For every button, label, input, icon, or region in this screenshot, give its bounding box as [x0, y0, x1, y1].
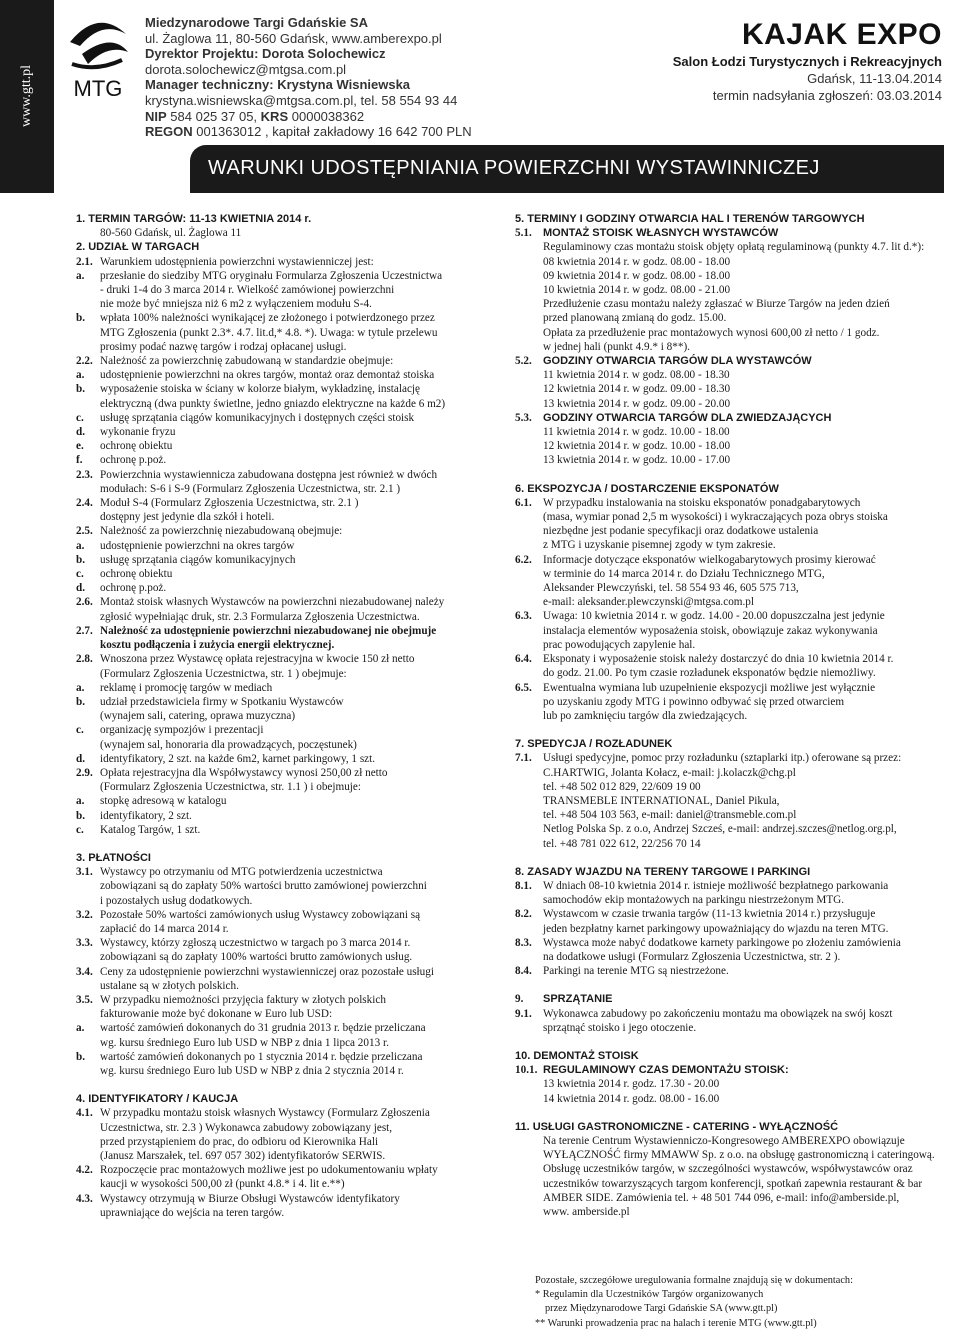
numbered-item [515, 992, 947, 1006]
item-number: 6.1. [515, 496, 532, 509]
item-number: 6.5. [515, 681, 532, 694]
section-heading: 7. SPEDYCJA / ROZŁADUNEK [515, 738, 673, 751]
item-text: Rozpoczęcie prac montażowych możliwe jest po udokumentowaniu wpłaty [100, 1164, 438, 1177]
section-heading: 8. ZASADY WJAZDU NA TERENY TARGOWE I PARKINGI [515, 865, 811, 878]
paragraph-line: (masa, wymiar ponad 2,5 m wysokości) i wykraczających poza obrys stoiska [543, 511, 888, 524]
paragraph-line: (wynajem sal, honoraria dla prowadzących, poczęstunek) [100, 738, 357, 751]
item-number: 2.6. [76, 596, 93, 609]
numbered-item [76, 255, 506, 269]
item-text: Wystawcy otrzymują w Biurze Obsługi Wystawców identyfikatory [100, 1192, 400, 1205]
paragraph-line: 80-560 Gdańsk, ul. Żaglowa 11 [100, 227, 242, 240]
item-number: d. [76, 426, 86, 439]
spacer [76, 1078, 506, 1092]
item-number: 4.2. [76, 1164, 93, 1177]
item-text: Informacje dotyczące eksponatów wielkogabarytowych prosimy kierować [543, 553, 876, 566]
item-text: Eksponaty i wyposażenie stoisk należy dostarczyć do dnia 10 kwietnia 2014 r. [543, 653, 894, 666]
expo-subtitle: Salon Łodzi Turystycznych i Rekreacyjnych [672, 54, 942, 69]
item-text: ochronę p.poż. [100, 582, 167, 595]
numbered-item [76, 965, 506, 979]
paragraph-line: tel. +48 504 103 563, e-mail: daniel@transmeble.com.pl [543, 809, 797, 822]
paragraph-line: (Formularz Zgłoszenia Uczestnictwa, str. 1 ) obejmuje: [100, 667, 347, 680]
item-number: a. [76, 269, 85, 282]
numbered-item [76, 752, 506, 766]
item-text: Opłata rejestracyjna dla Współwystawcy wynosi 250,00 zł netto [100, 766, 388, 779]
item-text: Wystawcy, którzy zgłoszą uczestnictwo w targach po 3 marca 2014 r. [100, 937, 411, 950]
item-number: d. [76, 582, 86, 595]
numbered-item [515, 907, 947, 921]
paragraph-line: zobowiązani są do zapłaty 100% wartości brutto zamówionych usług. [100, 951, 413, 964]
numbered-item [515, 936, 947, 950]
item-number: 8.2. [515, 908, 532, 921]
item-number: c. [76, 724, 84, 737]
paragraph-line: Aleksander Plewczyński, tel. 58 554 93 46, 605 575 713, [543, 582, 799, 595]
item-number: f. [76, 454, 83, 467]
paragraph-line: dostępny jest jedynie dla szkół i hoteli. [100, 511, 275, 524]
item-number: 4.3. [76, 1192, 93, 1205]
numbered-item [76, 1021, 506, 1035]
item-number: a. [76, 1022, 85, 1035]
item-text: W przypadku niemożności przyjęcia faktury w złotych polskich [100, 993, 386, 1006]
paragraph-line: lub po zamknięciu targów dla zwiedzających. [543, 709, 748, 722]
numbered-item [76, 652, 506, 666]
numbered-item [76, 269, 506, 283]
item-number: 3.4. [76, 965, 93, 978]
paragraph-line: przed planowaną zmianą do godz. 15.00. [543, 312, 727, 325]
item-number: 4.1. [76, 1107, 93, 1120]
item-number: c. [76, 411, 84, 424]
numbered-item [515, 879, 947, 893]
numbered-item [76, 581, 506, 595]
technical-manager: Manager techniczny: Krystyna Wisniewska [145, 77, 411, 93]
item-number: d. [76, 752, 86, 765]
paragraph-line: przed przystąpieniem do prac, do odbioru od Kierownika Hali [100, 1135, 379, 1148]
numbered-item [515, 1007, 947, 1021]
expo-title: KAJAK EXPO [741, 18, 942, 51]
paragraph-line: po uzyskaniu zgody MTG i powinno odbywać się przed otwarciem [543, 695, 845, 708]
regon: REGON 001363012 , kapitał zakładowy 16 642 700 PLN [145, 124, 472, 140]
paragraph-line: C.HARTWIG, Jolanta Kołacz, e-mail: j.kolaczk@chg.pl [543, 766, 796, 779]
numbered-item [76, 553, 506, 567]
spacer [515, 468, 947, 482]
section-heading: 2. UDZIAŁ W TARGACH [76, 241, 200, 254]
org-name: Miedzynarodowe Targi Gdańskie SA [145, 15, 368, 30]
item-number: 2.1. [76, 255, 93, 268]
numbered-item [76, 809, 506, 823]
paragraph-line: uprawniające do wejścia na teren targów. [100, 1206, 285, 1219]
item-text: organizację sympozjów i prezentacji [100, 724, 264, 737]
item-number: b. [76, 553, 86, 566]
item-number: 3.5. [76, 993, 93, 1006]
item-text: identyfikatory, 2 szt. [100, 809, 192, 822]
numbered-item [515, 681, 947, 695]
paragraph-line: nie może być mniejsza niż 6 m2 z wyłączeniem modułu S-4. [100, 298, 372, 311]
paragraph-line: TRANSMEBLE INTERNATIONAL, Daniel Pikula, [543, 794, 780, 807]
item-text: Wykonawca zabudowy po zakończeniu montażu ma obowiązek na swój koszt [543, 1007, 893, 1020]
numbered-item [76, 468, 506, 482]
item-text: Usługi spedycyjne, pomoc przy rozładunku (sztaplarki itp.) oferowane są przez: [543, 752, 902, 765]
item-number: 10.1. [515, 1064, 538, 1077]
item-text: Ewentualna wymiana lub uzupełnienie ekspozycji możliwe jest wyłącznie [543, 681, 876, 694]
section-heading: 11. USŁUGI GASTRONOMICZNE - CATERING - WYŁĄCZNOŚĆ [515, 1120, 839, 1133]
item-text: Pozostałe 50% wartości zamówionych usług Wystawcy zobowiązani są [100, 908, 421, 921]
numbered-item [76, 354, 506, 368]
item-number: 6.4. [515, 653, 532, 666]
side-url: www.gtt.pl [19, 64, 34, 128]
paragraph-line: Na terenie Centrum Wystawienniczo-Kongresowego AMBEREXPO obowiązuje [543, 1134, 905, 1147]
item-text: Warunkiem udostępnienia powierzchni wystawienniczej jest: [100, 255, 374, 268]
paragraph-line: modułach: S-6 i S-9 (Formularz Zgłoszenia Uczestnictwa, str. 2.1 ) [100, 482, 401, 495]
spacer [76, 837, 506, 851]
item-text: udostępnienie powierzchni na okres targów [100, 539, 295, 552]
section-heading: 10. DEMONTAŻ STOISK [515, 1049, 639, 1062]
item-text: Ceny za udostępnienie powierzchni wystawienniczej oraz pozostałe usługi [100, 965, 434, 978]
paragraph-line: - druki 1-4 do 3 marca 2014 r. Wielkość zamówionej powierzchni [100, 284, 395, 297]
footnote-1: * Regulamin dla Uczestników Targów organizowanych [535, 1289, 764, 1301]
paragraph-line: uczestników towarzyszących targom konferencji, spotkań zapewnia restaurant & bar [543, 1177, 923, 1190]
numbered-item [76, 439, 506, 453]
paragraph-line: Obsługę uczestników targów, w szczególności wystawców, współwystawców oraz [543, 1163, 913, 1176]
paragraph-line: Regulaminowy czas montażu stoisk objęty opłatą regulaminową (punkty 4.7. lit d.*): [543, 241, 925, 254]
paragraph-line: z MTG i uzyskanie pisemnej zgody w tym zakresie. [543, 539, 776, 552]
item-number: 6.2. [515, 553, 532, 566]
item-number: b. [76, 1050, 86, 1063]
paragraph-line: kaucji w wysokości 500,00 zł (punkt 4.8.* i 4. lit e.**) [100, 1178, 345, 1191]
org-address: ul. Żaglowa 11, 80-560 Gdańsk, www.amberexpo.pl [145, 30, 442, 46]
paragraph-line: fakturowanie może być dokonane w Euro lub USD: [100, 1008, 333, 1021]
expo-info [673, 18, 942, 103]
item-number: a. [76, 539, 85, 552]
title-banner [190, 145, 944, 193]
numbered-item [76, 425, 506, 439]
paragraph-line: MTG Zgłoszenia (punkt 2.3*. 4.7. lit.d,* 4.8. *). Uwaga: w tytule przelewu [100, 326, 438, 339]
section-heading: 6. EKSPOZYCJA / DOSTARCZENIE EKSPONATÓW [515, 482, 779, 495]
item-text: W przypadku montażu stoisk własnych Wystawcy (Formularz Zgłoszenia [100, 1107, 430, 1120]
item-number: 7.1. [515, 752, 532, 765]
paragraph-line: AMBER SIDE. Zamówienia tel. + 48 501 744 096, e-mail: info@amberside.pl, [543, 1191, 900, 1204]
item-text: reklamę i promocję targów w mediach [100, 681, 273, 694]
numbered-item [76, 382, 506, 396]
item-text: udostępnienie powierzchni na okres targów, montaż oraz demontaż stoiska [100, 369, 435, 382]
item-number: 8.4. [515, 965, 532, 978]
numbered-item [515, 964, 947, 978]
footnotes [535, 1274, 853, 1331]
expo-deadline: termin nadsyłania zgłoszeń: 03.03.2014 [712, 88, 942, 103]
numbered-item [515, 609, 947, 623]
paragraph-line: do godz. 21.00. Po tym czasie rozładunek eksponatów będzie niemożliwy. [543, 667, 876, 680]
item-text: Należność za udostępnienie powierzchni niezabudowanej nie obejmuje [100, 624, 437, 637]
paragraph-line: tel. +48 502 012 829, 22/609 19 00 [543, 780, 701, 793]
numbered-item [515, 411, 947, 425]
numbered-item [76, 453, 506, 467]
item-text: GODZINY OTWARCIA TARGÓW DLA WYSTAWCÓW [543, 355, 812, 368]
paragraph-line: 10 kwietnia 2014 r. w godz. 08.00 - 21.00 [543, 284, 731, 297]
organizer-info [145, 15, 472, 140]
paragraph-line: wg. kursu średniego Euro lub USD w NBP z dnia 2 stycznia 2014 r. [100, 1064, 404, 1077]
item-text: udział przedstawiciela firmy w Spotkaniu Wystawców [100, 695, 344, 708]
paragraph-line: tel. +48 781 022 612, 22/256 70 14 [543, 837, 701, 850]
item-number: b. [76, 312, 86, 325]
paragraph-line: Netlog Polska Sp. z o.o, Andrzej Szcześ, e-mail: andrzej.szczes@netlog.org.pl, [543, 823, 897, 836]
footnote-2: ** Warunki prowadzenia prac na halach i terenie MTG (www.gtt.pl) [535, 1317, 817, 1329]
item-text: SPRZĄTANIE [543, 993, 613, 1006]
item-number: 3.2. [76, 908, 93, 921]
item-number: 2.8. [76, 653, 93, 666]
item-text: Należność za powierzchnię niezabudowaną obejmuje: [100, 525, 343, 538]
item-text: Wnoszona przez Wystawcę opłata rejestracyjna w kwocie 150 zł netto [100, 653, 415, 666]
paragraph-line: (Janusz Marszałek, tel. 697 057 302) identyfikatorów SERWIS. [100, 1150, 386, 1162]
paragraph-line: jeden bezpłatny karnet parkingowy upoważniający do wjazdu na teren MTG. [543, 922, 889, 935]
footnote-1-cont: przez Międzynarodowe Targi Gdańskie SA (www.gtt.pl) [545, 1303, 778, 1315]
numbered-item [515, 652, 947, 666]
paragraph-line: instalacja elementów wyposażenia stoisk, obowiązuje zakaz wykonywania [543, 624, 878, 637]
item-number: 5.2. [515, 355, 532, 368]
paragraph-line: prac powodujących zapylenie hal. [543, 638, 696, 651]
manager-contact: krystyna.wisniewska@mtgsa.com.pl, tel. 58 554 93 44 [145, 92, 458, 108]
director-email: dorota.solochewicz@mtgsa.com.pl [145, 61, 347, 77]
paragraph-line: samochodów ekip montażowych na parkingu niestrzeżonym MTG. [543, 894, 845, 907]
item-text: przesłanie do siedziby MTG oryginału Formularza Zgłoszenia Uczestnictwa [100, 269, 443, 282]
paragraph-line: 09 kwietnia 2014 r. w godz. 08.00 - 18.00 [543, 269, 731, 282]
paragraph-line: elektryczną (dwa punkty świetlne, jedno gniazdo elektryczne na każde 6 m2) [100, 397, 446, 410]
paragraph-line: (Formularz Zgłoszenia Uczestnictwa, str. 1.1 ) i obejmuje: [100, 781, 361, 794]
numbered-item [76, 411, 506, 425]
paragraph-line: prosimy podać nazwę targów i rodzaj opłacanej usługi. [100, 340, 347, 353]
numbered-item [76, 368, 506, 382]
logo-text: MTG [73, 76, 123, 101]
item-text: usługę sprzątania ciągów komunikacyjnych [100, 553, 296, 566]
numbered-item [76, 823, 506, 837]
paragraph-line: Przedłużenie czasu montażu należy zgłaszać w Biurze Targów na jeden dzień [543, 298, 890, 311]
numbered-item [515, 553, 947, 567]
item-text: Moduł S-4 (Formularz Zgłoszenia Uczestnictwa, str. 2.1 ) [100, 497, 359, 510]
item-text: stopkę adresową w katalogu [100, 795, 227, 808]
numbered-item [515, 226, 947, 240]
mtg-logo [62, 12, 134, 102]
spacer [515, 851, 947, 865]
page-title: WARUNKI UDOSTĘPNIANIA POWIERZCHNI WYSTAWINNICZEJ [208, 157, 820, 179]
item-number: 5.1. [515, 227, 532, 240]
paragraph-line: 13 kwietnia 2014 r. w godz. 09.00 - 20.00 [543, 397, 731, 410]
paragraph-line: zgłosić wypełniając druk, str. 2.3 Formularza Zgłoszenia Uczestnictwa. [100, 610, 420, 623]
numbered-item [76, 624, 506, 638]
paragraph-line: niezbędne jest podanie specyfikacji oraz dodatkowe ustalenia [543, 525, 819, 538]
numbered-item [76, 1192, 506, 1206]
numbered-item [76, 524, 506, 538]
paragraph-line: e-mail: aleksander.plewczynski@mtgsa.com.pl [543, 596, 754, 609]
section-heading: 4. IDENTYFIKATORY / KAUCJA [76, 1093, 239, 1106]
side-strip [0, 0, 54, 193]
numbered-item [76, 695, 506, 709]
section-heading: 1. TERMIN TARGÓW: 11-13 KWIETNIA 2014 r. [76, 213, 312, 225]
item-text: ochronę obiektu [100, 568, 173, 581]
project-director: Dyrektor Projektu: Dorota Solochewicz [145, 46, 386, 62]
item-text: Katalog Targów, 1 szt. [100, 823, 201, 836]
section-heading: 5. TERMINY I GODZINY OTWARCIA HAL I TERENÓW TARGOWYCH [515, 213, 865, 225]
item-text: W dniach 08-10 kwietnia 2014 r. istnieje możliwość bezpłatnego parkowania [543, 879, 889, 892]
numbered-item [515, 1063, 947, 1077]
paragraph-line: WYŁĄCZNOŚĆ firmy MMAWW Sp. z o.o. na obsługę gastronomiczną i cateringową. [543, 1149, 935, 1162]
item-text: identyfikatory, 2 szt. na każde 6m2, karnet parkingowy, 1 szt. [100, 752, 376, 765]
paragraph-line: zapłacić do 14 marca 2014 r. [100, 922, 229, 935]
numbered-item [76, 496, 506, 510]
item-number: 3.1. [76, 866, 93, 879]
item-number: 2.7. [76, 624, 93, 637]
item-text: Parkingi na terenie MTG są niestrzeżone. [543, 965, 729, 978]
numbered-item [76, 723, 506, 737]
spacer [515, 1106, 947, 1120]
numbered-item [76, 936, 506, 950]
paragraph-line: 11 kwietnia 2014 r. w godz. 10.00 - 18.00 [543, 426, 730, 439]
numbered-item [515, 751, 947, 765]
numbered-item [515, 354, 947, 368]
numbered-item [76, 1163, 506, 1177]
spacer [515, 1035, 947, 1049]
paragraph-line: w jednej hali (punkt 4.9.* i 8**). [543, 340, 690, 353]
item-number: b. [76, 695, 86, 708]
paragraph-line: 12 kwietnia 2014 r. w godz. 10.00 - 18.00 [543, 440, 731, 453]
item-text: W przypadku instalowania na stoisku eksponatów ponadgabarytowych [543, 496, 861, 509]
numbered-item [76, 1106, 506, 1120]
item-text: wyposażenie stoiska w ściany w kolorze białym, wykładzinę, instalację [100, 383, 420, 396]
paragraph-line: sprzątnąć stoisko i jego otoczenie. [543, 1021, 697, 1034]
numbered-item [515, 496, 947, 510]
item-text: usługę sprzątania ciągów komunikacyjnych i dostępnych części stoisk [100, 411, 415, 424]
paragraph-line: wg. kursu średniego Euro lub USD w NBP z dnia 1 lipca 2013 r. [100, 1036, 389, 1049]
numbered-item [76, 681, 506, 695]
item-number: 2.2. [76, 355, 93, 368]
paragraph-line: 13 kwietnia 2014 r. w godz. 10.00 - 17.00 [543, 454, 731, 467]
item-text: wartość zamówień dokonanych do 31 grudnia 2013 r. będzie przeliczana [100, 1022, 426, 1035]
item-text: Wystawcom w czasie trwania targów (11-13 kwietnia 2014 r.) przysługuje [543, 908, 876, 921]
item-number: 3.3. [76, 937, 93, 950]
item-text: ochronę p.poż. [100, 454, 167, 467]
numbered-item [76, 311, 506, 325]
item-text: Wystawcy po otrzymaniu od MTG potwierdzenia uczestnictwa [100, 866, 383, 879]
numbered-item [76, 766, 506, 780]
item-text: Uwaga: 10 kwietnia 2014 r. w godz. 14.00 - 20.00 dopuszczalna jest jedynie [543, 610, 885, 623]
item-number: 5.3. [515, 411, 532, 424]
numbered-item [76, 993, 506, 1007]
item-number: 8.1. [515, 879, 532, 892]
section-heading: 3. PŁATNOŚCI [76, 851, 151, 864]
item-text: wartość zamówień dokonanych po 1 stycznia 2014 r. będzie przeliczana [100, 1050, 423, 1063]
paragraph-line: ustalane są w złotych polskich. [100, 979, 239, 992]
numbered-item [76, 908, 506, 922]
paragraph-line: kosztu podłączenia i zużycia energii elektrycznej. [100, 639, 335, 652]
item-text: Wystawca może nabyć dodatkowe karnety parkingowe po złożeniu zamówienia [543, 936, 901, 949]
numbered-item [76, 794, 506, 808]
footnote-intro: Pozostałe, szczegółowe uregulowania formalne znajdują się w dokumentach: [535, 1275, 853, 1286]
item-text: ochronę obiektu [100, 440, 173, 453]
item-number: e. [76, 440, 84, 453]
left-column [76, 212, 506, 1220]
item-number: 9.1. [515, 1007, 532, 1020]
mtg-logo-icon [62, 12, 134, 102]
item-text: MONTAŻ STOISK WŁASNYCH WYSTAWCÓW [543, 227, 779, 240]
item-number: c. [76, 823, 84, 836]
item-number: 2.3. [76, 468, 93, 481]
item-number: 8.3. [515, 936, 532, 949]
item-text: wpłata 100% należności wynikającej ze złożonego i potwierdzonego przez [100, 312, 435, 325]
item-text: Należność za powierzchnię zabudowaną w standardzie obejmuje: [100, 355, 394, 368]
numbered-item [76, 567, 506, 581]
right-column [515, 212, 947, 1219]
paragraph-line: www. amberside.pl [543, 1206, 630, 1218]
item-text: Powierzchnia wystawiennicza zabudowana dostępna jest również w dwóch [100, 468, 438, 481]
paragraph-line: Uczestnictwa, str. 2.3 ) Wykonawca zabudowy zobowiązany jest, [100, 1121, 393, 1134]
item-text: REGULAMINOWY CZAS DEMONTAŻU STOISK: [543, 1064, 789, 1077]
paragraph-line: w terminie do 14 marca 2014 r. do Działu Technicznego MTG, [543, 567, 825, 580]
item-number: c. [76, 568, 84, 581]
expo-dates: Gdańsk, 11-13.04.2014 [807, 71, 942, 86]
paragraph-line: Opłata za przedłużenie prac montażowych wynosi 600,00 zł netto / 1 godz. [543, 326, 880, 339]
paragraph-line: 14 kwietnia 2014 r. godz. 08.00 - 16.00 [543, 1092, 720, 1105]
item-number: a. [76, 795, 85, 808]
nip-krs: NIP 584 025 37 05, KRS 0000038362 [145, 108, 365, 124]
paragraph-line: (wynajem sali, catering, oprawa muzyczna) [100, 710, 296, 723]
item-number: b. [76, 383, 86, 396]
item-number: a. [76, 369, 85, 382]
paragraph-line: 08 kwietnia 2014 r. w godz. 08.00 - 18.00 [543, 255, 731, 268]
item-number: b. [76, 809, 86, 822]
paragraph-line: zobowiązani są do zapłaty 50% wartości brutto zamówionej powierzchni [100, 880, 427, 893]
item-text: GODZINY OTWARCIA TARGÓW DLA ZWIEDZAJĄCYCH [543, 411, 832, 424]
paragraph-line: i pozostałych usług dodatkowych. [100, 894, 253, 907]
item-text: wykonanie fryzu [100, 426, 176, 439]
numbered-item [76, 595, 506, 609]
item-number: 9. [515, 993, 524, 1006]
item-text: Montaż stoisk własnych Wystawców na powierzchni niezabudowanej należy [100, 596, 445, 609]
numbered-item [76, 865, 506, 879]
item-number: 2.9. [76, 766, 93, 779]
spacer [515, 978, 947, 992]
paragraph-line: 12 kwietnia 2014 r. w godz. 09.00 - 18.30 [543, 383, 731, 396]
item-number: a. [76, 681, 85, 694]
paragraph-line: na dodatkowe usługi (Formularz Zgłoszenia Uczestnictwa, str. 2 ). [543, 950, 841, 963]
paragraph-line: 11 kwietnia 2014 r. w godz. 08.00 - 18.30 [543, 369, 730, 382]
paragraph-line: 13 kwietnia 2014 r. godz. 17.30 - 20.00 [543, 1078, 720, 1091]
item-number: 2.5. [76, 525, 93, 538]
item-number: 2.4. [76, 497, 93, 510]
spacer [515, 723, 947, 737]
item-number: 6.3. [515, 610, 532, 623]
numbered-item [76, 539, 506, 553]
numbered-item [76, 1050, 506, 1064]
